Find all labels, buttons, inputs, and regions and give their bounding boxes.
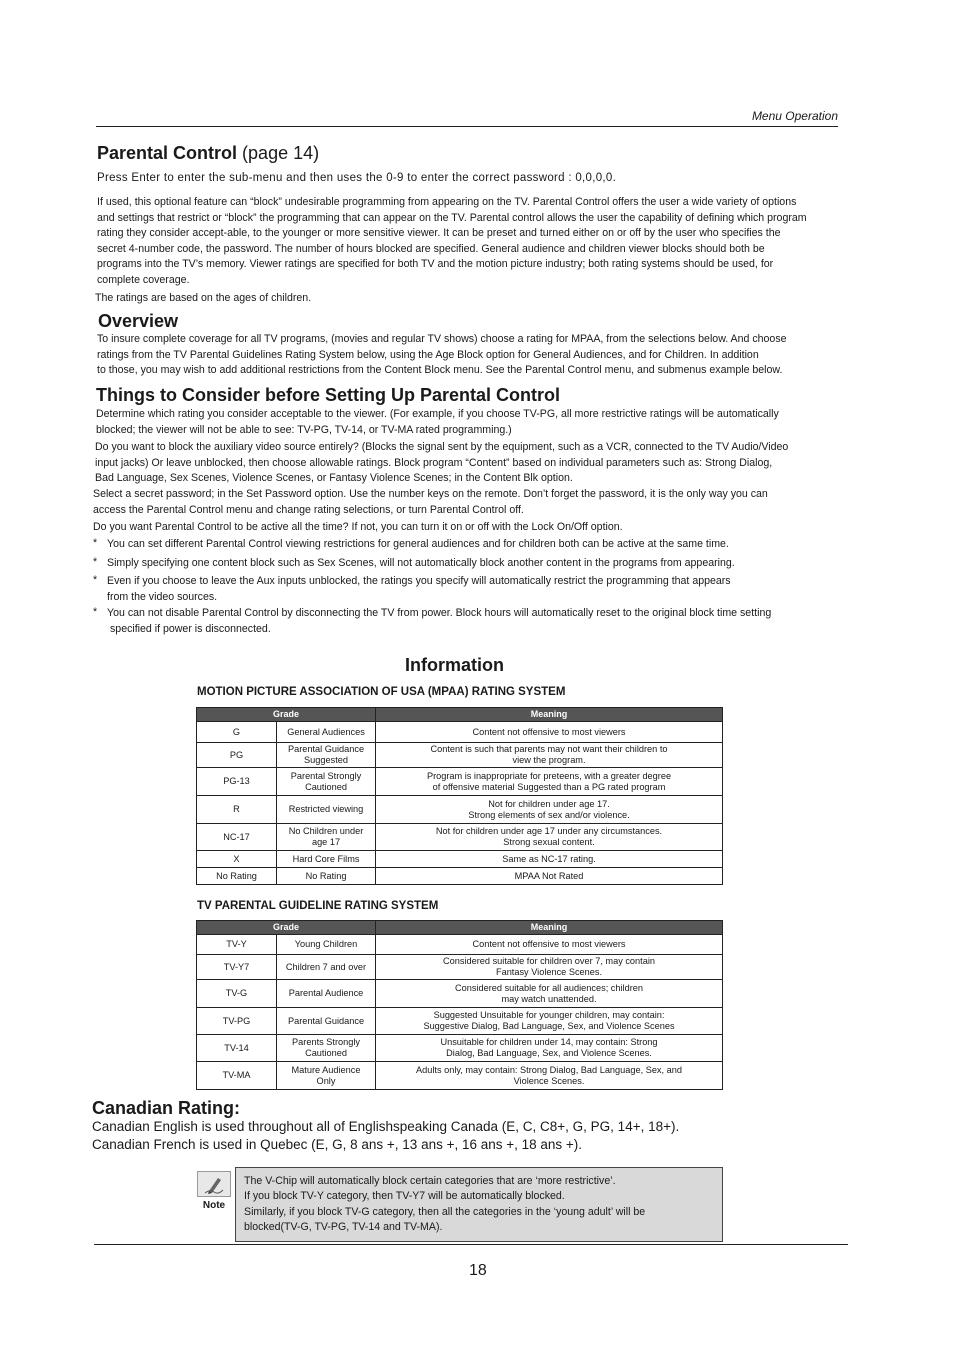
canadian-french: Canadian French is used in Quebec (E, G, 8 ans +, 13 ans +, 16 ans +, 18 ans +).: [92, 1137, 583, 1152]
meaning-cell: Same as NC-17 rating.: [376, 851, 723, 868]
table-row: [197, 955, 723, 980]
table-row: [197, 980, 723, 1008]
ages-note: The ratings are based on the ages of children.: [95, 292, 312, 304]
page-number: 18: [469, 1262, 487, 1279]
text-line: If used, this optional feature can “block” undesirable programming from appearing on the TV. Parental Control offers the user a wide variety of options: [97, 196, 797, 208]
meaning-cell: Content not offensive to most viewers: [376, 722, 723, 743]
meaning-cell: Not for children under age 17 under any circumstances. Strong sexual content.: [376, 824, 723, 851]
table-row: [197, 935, 723, 955]
grade-column-header: Grade: [197, 921, 376, 935]
parental-intro: [97, 195, 867, 289]
text-line: ratings from the TV Parental Guidelines Rating System below, using the Age Block option for General Audiences, and for Children. In addition: [97, 348, 759, 361]
note-line: Similarly, if you block TV-G category, then all the categories in the ‘young adult’ will be: [244, 1205, 646, 1218]
list-item: * You can set different Parental Control viewing restrictions for general audiences and for children both can be active at the same time.: [93, 537, 729, 553]
description-cell: Parental Guidance Suggested: [277, 743, 376, 768]
meaning-cell: Suggested Unsuitable for younger children, may contain: Suggestive Dialog, Bad Language, Sex, and Violence Scenes: [376, 1008, 723, 1035]
note-line: The V-Chip will automatically block certain categories that are ‘more restrictive’.: [244, 1175, 616, 1187]
grade-cell: G: [197, 722, 277, 743]
text-line: Determine which rating you consider acceptable to the viewer. (For example, if you choose TV-PG, all more restrictive ratings will be automatically: [96, 408, 779, 420]
note-label: Note: [202, 1200, 226, 1211]
text-line: input jacks) Or leave unblocked, then choose allowable ratings. Block program “Content” based on individual parameters such as: Strong Dialog,: [95, 456, 773, 469]
text-line: blocked; the viewer will not be able to see: TV-PG, TV-14, or TV-MA rated programming.): [96, 423, 512, 436]
description-cell: Restricted viewing: [277, 796, 376, 824]
table-row: [197, 743, 723, 768]
overview-heading: Overview: [98, 311, 179, 331]
grade-cell: TV-14: [197, 1035, 277, 1062]
bullet-continuation: from the video sources.: [107, 591, 218, 603]
table-row: [197, 1008, 723, 1035]
grade-cell: No Rating: [197, 868, 277, 885]
tv-table-title: TV PARENTAL GUIDELINE RATING SYSTEM: [197, 900, 439, 912]
consider-para-2: [95, 440, 865, 487]
meaning-cell: Content not offensive to most viewers: [376, 935, 723, 955]
grade-cell: PG-13: [197, 768, 277, 796]
note-box: [235, 1167, 723, 1242]
grade-cell: TV-Y7: [197, 955, 277, 980]
table-row: [197, 868, 723, 885]
description-cell: Young Children: [277, 935, 376, 955]
bullet-continuation: specified if power is disconnected.: [110, 623, 271, 635]
mpaa-rating-table: [196, 707, 723, 885]
text-line: secret 4-number code, the password. The number of hours blocked are specified. General audience and children viewer blocks should both be: [97, 242, 765, 255]
description-cell: Parental Audience: [277, 980, 376, 1008]
password-instruction: Press Enter to enter the sub-menu and then uses the 0-9 to enter the correct password : 0,0,0,0.: [97, 172, 617, 184]
text-line: Bad Language, Sex Scenes, Violence Scenes, or Fantasy Violence Scenes; in the Content Blk option.: [95, 472, 573, 485]
text-line: and settings that restrict or “block” the programming that can appear on the TV. Parental control allows the user the capability of defining which program: [97, 211, 807, 224]
table-row: [197, 851, 723, 868]
text-line: access the Parental Control menu and change rating selections, or turn Parental Control off.: [93, 503, 524, 516]
consider-para-4: Do you want Parental Control to be active all the time? If not, you can turn it on or off with the Lock On/Off option.: [93, 521, 623, 533]
grade-cell: PG: [197, 743, 277, 768]
note-line: blocked(TV-G, TV-PG, TV-14 and TV-MA).: [244, 1221, 443, 1234]
page-reference: (page 14): [242, 143, 320, 163]
grade-cell: NC-17: [197, 824, 277, 851]
meaning-cell: Adults only, may contain: Strong Dialog, Bad Language, Sex, and Violence Scenes.: [376, 1062, 723, 1090]
consider-para-3: [93, 487, 863, 518]
grade-cell: TV-PG: [197, 1008, 277, 1035]
table-header-row: [197, 921, 723, 935]
parental-control-heading: [97, 143, 319, 164]
text-line: Select a secret password; in the Set Password option. Use the number keys on the remote. Don’t forget the password, it is the only way you can: [93, 488, 768, 500]
grade-cell: TV-MA: [197, 1062, 277, 1090]
canadian-heading: Canadian Rating:: [92, 1098, 241, 1118]
text-line: complete coverage.: [97, 273, 190, 286]
text-line: To insure complete coverage for all TV programs, (movies and regular TV shows) choose a rating for MPAA, from the selections below. And choose: [97, 333, 787, 345]
list-item: * You can not disable Parental Control by disconnecting the TV from power. Block hours will automatically reset to the original block time setting: [93, 606, 771, 622]
meaning-column-header: Meaning: [376, 708, 723, 722]
consider-heading: Things to Consider before Setting Up Parental Control: [96, 385, 561, 405]
grade-cell: TV-G: [197, 980, 277, 1008]
table-row: [197, 1062, 723, 1090]
tv-rating-table: [196, 920, 723, 1090]
canadian-english: Canadian English is used throughout all of Englishspeaking Canada (E, C, C8+, G, PG, 14+, 18+).: [92, 1119, 680, 1134]
meaning-column-header: Meaning: [376, 921, 723, 935]
note-line: If you block TV-Y category, then TV-Y7 will be automatically blocked.: [244, 1190, 565, 1203]
text-line: to those, you may wish to add additional restrictions from the Content Block menu. See the Parental Control menu, and submenus example below.: [97, 364, 783, 377]
description-cell: Parental Strongly Cautioned: [277, 768, 376, 796]
table-header-row: [197, 708, 723, 722]
consider-para-1: [96, 407, 866, 438]
grade-cell: R: [197, 796, 277, 824]
grade-cell: TV-Y: [197, 935, 277, 955]
grade-column-header: Grade: [197, 708, 376, 722]
overview-text: [97, 332, 867, 379]
list-item: * Simply specifying one content block such as Sex Scenes, will not automatically block another content in the programs from appearing.: [93, 556, 735, 572]
description-cell: Parents Strongly Cautioned: [277, 1035, 376, 1062]
list-item: * Even if you choose to leave the Aux inputs unblocked, the ratings you specify will automatically restrict the programming that appears: [93, 574, 731, 590]
meaning-cell: Program is inappropriate for preteens, with a greater degree of offensive material Suggested than a PG rated program: [376, 768, 723, 796]
table-row: [197, 796, 723, 824]
table-row: [197, 824, 723, 851]
table-row: [197, 722, 723, 743]
heading-text: Parental Control: [97, 143, 238, 163]
meaning-cell: Not for children under age 17. Strong elements of sex and/or violence.: [376, 796, 723, 824]
meaning-cell: MPAA Not Rated: [376, 868, 723, 885]
mpaa-table-title: MOTION PICTURE ASSOCIATION OF USA (MPAA) RATING SYSTEM: [197, 686, 566, 698]
text-line: rating they consider accept-able, to the younger or more sensitive viewer. It can be preset and turned either on or off by the user who specifies the: [97, 227, 781, 240]
table-row: [197, 768, 723, 796]
meaning-cell: Considered suitable for children over 7, may contain Fantasy Violence Scenes.: [376, 955, 723, 980]
description-cell: Children 7 and over: [277, 955, 376, 980]
description-cell: No Rating: [277, 868, 376, 885]
description-cell: Parental Guidance: [277, 1008, 376, 1035]
description-cell: Mature Audience Only: [277, 1062, 376, 1090]
note-pencil-icon: [197, 1171, 231, 1197]
footer-rule: [94, 1244, 848, 1245]
description-cell: General Audiences: [277, 722, 376, 743]
information-heading: Information: [405, 655, 504, 675]
meaning-cell: Unsuitable for children under 14, may contain: Strong Dialog, Bad Language, Sex, and Violence Scenes.: [376, 1035, 723, 1062]
header-rule: [96, 126, 838, 127]
description-cell: No Children under age 17: [277, 824, 376, 851]
note-marker: [196, 1171, 232, 1211]
grade-cell: X: [197, 851, 277, 868]
pencil-icon: [198, 1172, 230, 1196]
meaning-cell: Considered suitable for all audiences; children may watch unattended.: [376, 980, 723, 1008]
text-line: programs into the TV’s memory. Viewer ratings are specified for both TV and the motion picture industry; both rating systems should be used, for: [97, 258, 774, 271]
meaning-cell: Content is such that parents may not want their children to view the program.: [376, 743, 723, 768]
table-row: [197, 1035, 723, 1062]
description-cell: Hard Core Films: [277, 851, 376, 868]
running-header: Menu Operation: [751, 109, 838, 123]
text-line: Do you want to block the auxiliary video source entirely? (Blocks the signal sent by the equipment, such as a VCR, connected to the TV Audio/Video: [95, 441, 789, 453]
